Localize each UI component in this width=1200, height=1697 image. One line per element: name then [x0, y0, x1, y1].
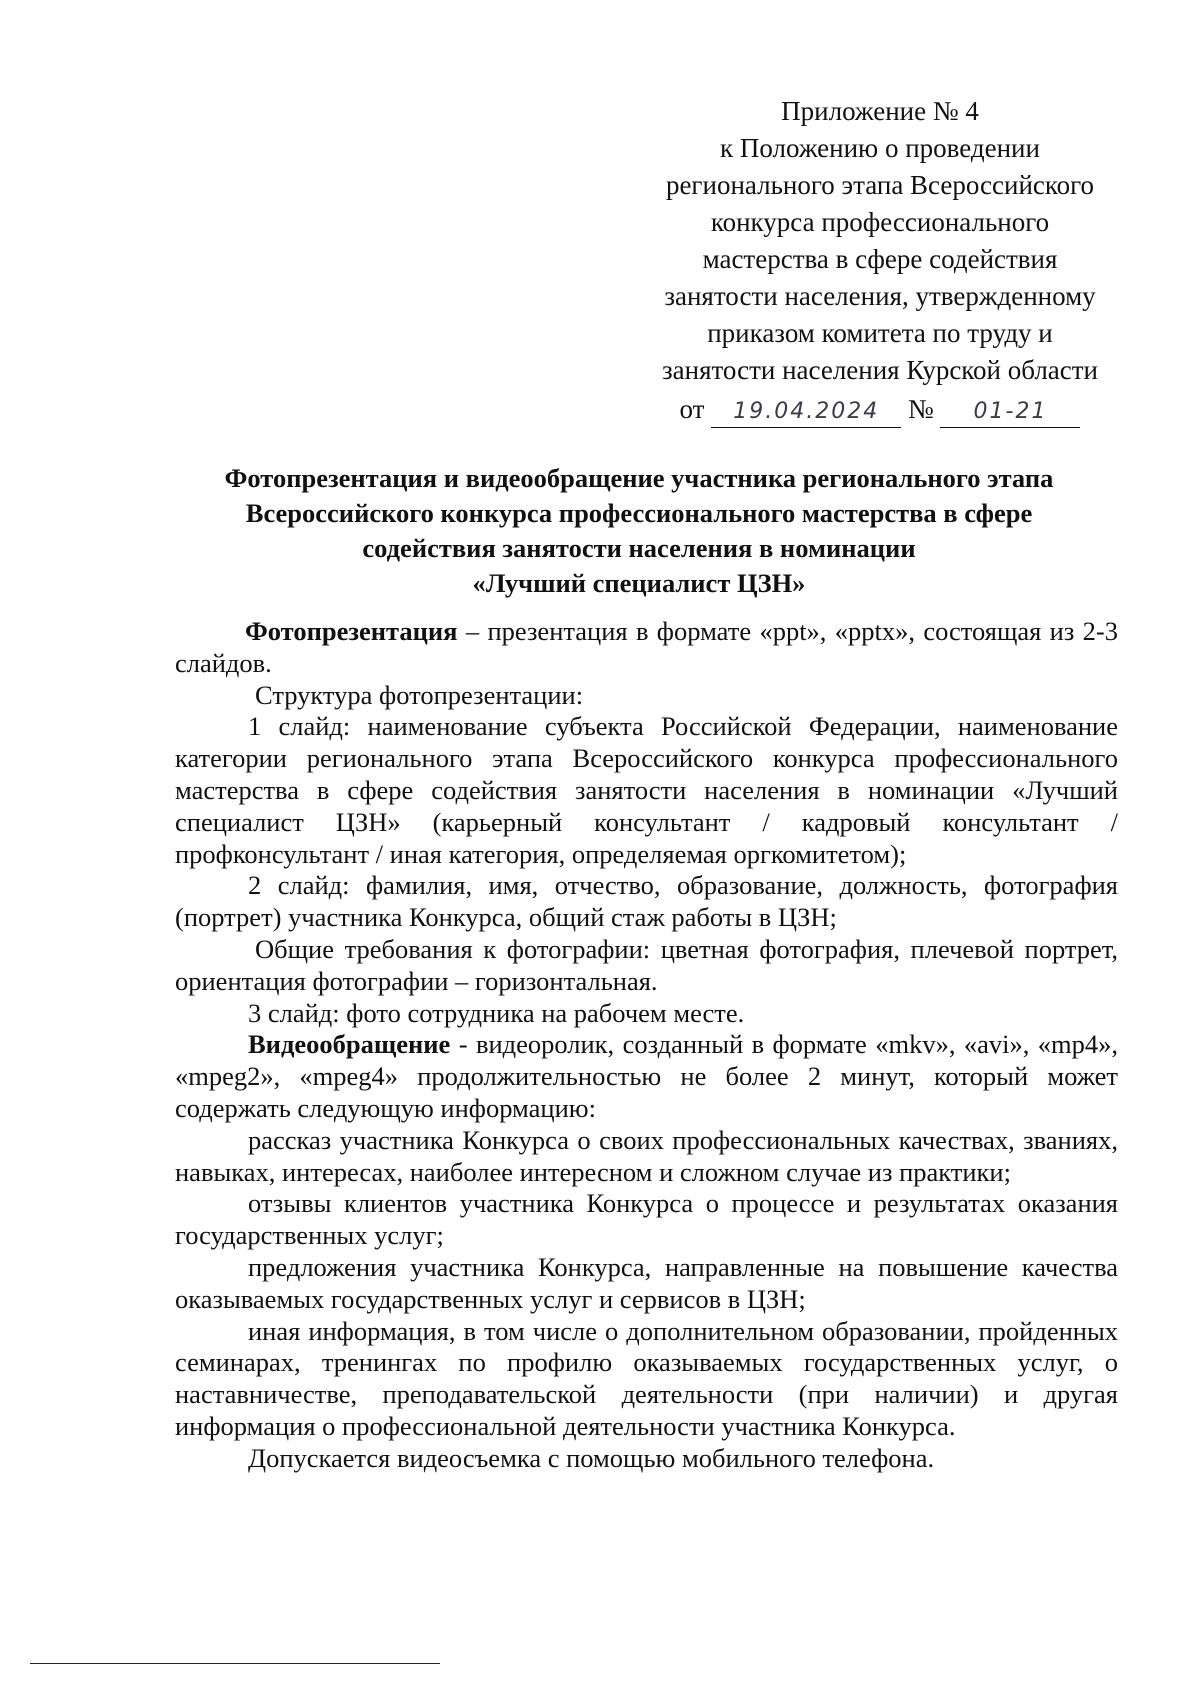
paragraph-slide-1: 1 слайд: наименование субъекта Российской Федерации, наименование категории регионального этапа Всероссийского конкурса профессионального мастерства в сфере содействия занятости населения в номинации «Лучший специалист ЦЗН» (карьерный консультант / кадровый консультант / профконсультант / иная категория, определяемая оргкомитетом);: [175, 711, 1118, 869]
appendix-line: к Положению о проведении: [720, 133, 1040, 163]
title-line: «Лучший специалист ЦЗН»: [472, 568, 806, 598]
order-date-line: [640, 391, 1120, 428]
appendix-line: занятости населения Курской области: [661, 355, 1099, 385]
paragraph-proposals: предложения участника Конкурса, направленные на повышение качества оказываемых государственных услуг и сервисов в ЦЗН;: [175, 1251, 1118, 1314]
number-prefix: №: [907, 394, 934, 424]
title-line: Всероссийского конкурса профессионального мастерства в сфере: [245, 498, 1033, 528]
paragraph-photo-requirements: Общие требования к фотографии: цветная фотография, плечевой портрет, ориентация фотографии – горизонтальная.: [175, 933, 1118, 996]
appendix-line: мастерства в сфере содействия: [702, 244, 1058, 274]
appendix-line: Приложение № 4: [781, 96, 979, 126]
appendix-line: приказом комитета по труду и: [707, 318, 1053, 348]
handwritten-number: 01-21: [940, 397, 1080, 428]
date-prefix: от: [679, 394, 705, 424]
handwritten-date: 19.04.2024: [711, 397, 901, 428]
paragraph-text: – презентация в формате «ppt», «pptx», состоящая из 2-3 слайдов.: [175, 616, 1118, 678]
term-video-address: Видеообращение: [248, 1029, 451, 1060]
paragraph-video-address: [175, 1029, 1118, 1124]
paragraph-reviews: отзывы клиентов участника Конкурса о процессе и результатах оказания государственных услуг;: [175, 1188, 1118, 1251]
document-title: [160, 461, 1118, 601]
appendix-line: занятости населения, утвержденному: [664, 281, 1096, 311]
appendix-line: регионального этапа Всероссийского: [665, 170, 1095, 200]
paragraph-other-info: иная информация, в том числе о дополнительном образовании, пройденных семинарах, тренингах по профилю оказываемых государственных услуг, о наставничестве, преподавательской деятельности (при наличии) и другая информация о профессиональной деятельности участника Конкурса.: [175, 1315, 1118, 1441]
term-photo-presentation: Фотопрезентация: [245, 616, 458, 646]
paragraph-photo-presentation: [175, 616, 1118, 680]
paragraph-structure: Структура фотопрезентации:: [255, 679, 584, 710]
paragraph-story: рассказ участника Конкурса о своих профессиональных качествах, званиях, навыках, интересах, наиболее интересном и сложном случае из практики;: [175, 1124, 1118, 1187]
title-line: содействия занятости населения в номинации: [362, 533, 916, 563]
appendix-header: [640, 93, 1120, 428]
title-line: Фотопрезентация и видеообращение участника регионального этапа: [224, 463, 1054, 493]
document-body: [175, 616, 1118, 1475]
paragraph-slide-3: 3 слайд: фото сотрудника на рабочем месте.: [248, 997, 745, 1028]
footer-rule: [30, 1663, 440, 1664]
paragraph-slide-2: 2 слайд: фамилия, имя, отчество, образование, должность, фотография (портрет) участника Конкурса, общий стаж работы в ЦЗН;: [175, 870, 1118, 933]
appendix-line: конкурса профессионального: [710, 207, 1050, 237]
paragraph-mobile-filming: Допускается видеосъемка с помощью мобильного телефона.: [248, 1442, 935, 1473]
paragraph-text: - видеоролик, созданный в формате «mkv», «avi», «mp4», «mpeg2», «mpeg4» продолжительностью не более 2 минут, который может содержать следующую информацию:: [175, 1029, 1118, 1123]
